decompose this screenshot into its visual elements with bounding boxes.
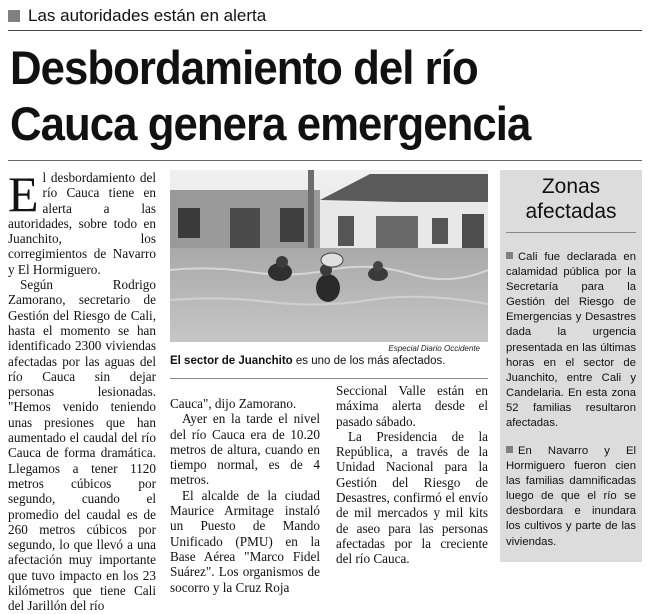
top-rule	[8, 30, 642, 31]
section-kicker	[8, 6, 266, 26]
photo-caption	[170, 354, 488, 368]
flood-photo	[170, 170, 488, 342]
sidebar-item-1-text: Cali fue declarada en calamidad pública por la Secretaría para la Gestión del Riesgo de Emergencias y Desastres dada la urgencia presentada en las últimas horas en el sector de Juanchito, entre Cali y Candelaria. En esta zona 52 familias resultaron afectadas.	[506, 251, 636, 430]
caption-bold: El sector de Juanchito	[170, 355, 293, 367]
headline-line-2: Cauca genera emergencia	[10, 97, 531, 150]
sidebar-title: Zonas afectadas	[525, 175, 617, 223]
sidebar-item-2-text: En Navarro y El Hormiguero fueron cien las familias damnificadas luego de que el río se desbordara e inundara los cultivos y parte de las viviendas.	[506, 445, 636, 548]
article-column-1	[8, 166, 156, 614]
article-column-2	[170, 396, 320, 595]
paragraph-1: l desbordamiento del río Cauca tiene en alerta a las autoridades, sobre todo en Juanchito, los corregimientos de Navarro y El Hormiguero.	[8, 170, 156, 277]
article-column-3	[336, 383, 488, 567]
kicker-text: Las autoridades están en alerta	[28, 6, 267, 25]
kicker-square-icon	[8, 10, 20, 22]
sidebar-rule	[506, 232, 636, 233]
paragraph-6: Seccional Valle están en máxima alerta desde el pasado sábado.	[336, 383, 488, 429]
paragraph-2: Según Rodrigo Zamorano, secretario de Gestión del Riesgo de Cali, hasta el momento se han identificado 2300 viviendas afectadas por las aguas del río Cauca sin dejar personas lesionadas. "Hemos venido teniendo unas presiones que han aumentado el caudal del río Cauca de forma dramática. Llegamos a tener 1120 metros cúbicos por segundo, cuando el promedio del caudal es de 260 metros cúbicos por segundo, lo que llevó a una afectación muy importante que tuvo impacto en los 23 kilómetros que tiene Cali del Jarillón del río	[8, 277, 156, 614]
headline-rule	[8, 160, 642, 161]
sidebar-item-1	[506, 250, 636, 431]
sidebar-box	[500, 170, 642, 562]
paragraph-7: La Presidencia de la República, a través de la Unidad Nacional para la Gestión del Riesgo de Desastres, confirmó el envío de mil mercados y mil kits de aseo para las personas afectadas por la creciente del río Cauca.	[336, 428, 488, 567]
paragraph-3: Cauca", dijo Zamorano.	[170, 396, 297, 411]
bullet-square-icon	[506, 446, 513, 453]
bullet-square-icon	[506, 252, 513, 259]
sidebar-item-2	[506, 444, 636, 550]
caption-text: es uno de los más afectados.	[292, 355, 446, 367]
drop-cap: E	[8, 166, 39, 222]
paragraph-4: Ayer en la tarde el nivel del río Cauca era de 10.20 metros de altura, cuando en tiempo normal, es de 4 metros.	[170, 411, 320, 488]
paragraph-5: El alcalde de la ciudad Maurice Armitage instaló un Puesto de Mando Unificado (PMU) en la Base Aérea "Marco Fidel Suárez". Los organismos de socorro y la Cruz Roja	[170, 487, 320, 595]
headline-line-1: Desbordamiento del río	[10, 41, 478, 94]
headline	[10, 40, 596, 152]
caption-rule	[170, 378, 488, 379]
photo-credit: Especial Diario Occidente	[388, 344, 480, 353]
